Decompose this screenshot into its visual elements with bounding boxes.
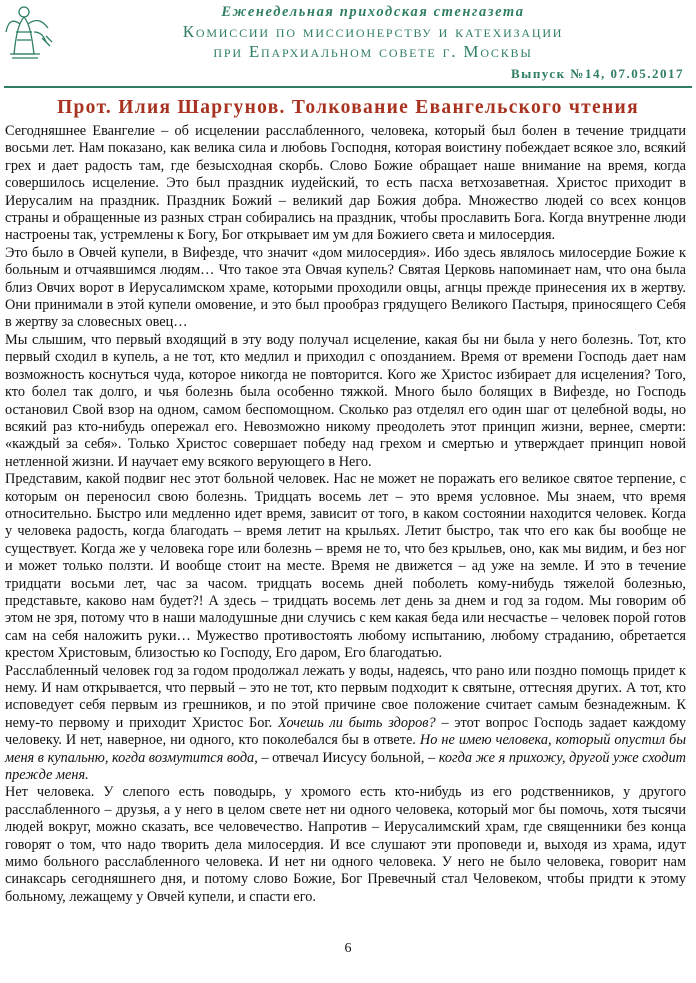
article-paragraph: Сегодняшнее Евангелие – об исцелении расслабленного, человека, который был болен в течение тридцати восьми лет. Нам показано, как велика сила и любовь Господня, которая воистину побеждает всякое зло, всякий грех и дает радость там, где безысходная скорбь. Слово Божие обращает наше внимание на время, когда совершилось исцеление. Это был праздник иудейский, то есть пасха ветхозаветная. Христос приходит в Иерусалим на праздник. Праздник Божий – великий дар Божия добра. Множество людей со всех концов страны и обращенные из разных стран собирались на праздник, чтобы прославить Бога. Когда внутренне люди настроены так, устремлены к Богу, Бог открывает им ум для Божиего света и милосердия. [5, 123, 686, 244]
gospel-quote: Хочешь ли быть здоров? [278, 714, 436, 731]
paragraph-text: – этот вопрос Господь задает каждому человеку. И нет, наверное, ни одного, кто поколебался бы в ответе. [5, 714, 687, 749]
article-paragraph: Нет человека. У слепого есть поводырь, у хромого есть кто-нибудь из его родственников, у другого расслабленного – друзья, а у него в целом свете нет ни одного человека, который мог бы помочь, хотя тысячи людей вокруг, можно сказать, все человечество. Напротив – Иерусалимский храм, где священники без конца говорят о том, что надо творить дела милосердия. И все слушают эти проповеди и, выходя из храма, идут мимо больного расслабленного человека. И нет ни одного человека. У него не было человека, говорит нам синаксарь сегодняшнего дня, и потому слово Божие, Бог Превечный стал Человеком, чтобы придти к этому больному, лежащему у Овчей купели, и спасти его. [5, 784, 686, 905]
article-body [5, 123, 686, 906]
issue-number-date: Выпуск №14, 07.05.2017 [511, 66, 684, 81]
paragraph-text: Расслабленный человек год за годом продолжал лежать у воды, надеясь, что рано или поздно помощь придет к нему. И нам открывается, что первый – это не тот, кто первым подходит к святыне, оттесняя других. А тот, кто исповедует себя первым из грешников, и по этой причине свое положение считает самым безнадежным. К нему-то первому и приходит Христос Бог. [5, 662, 686, 731]
header-commission: Комиссии по миссионерству и катехизации [182, 22, 564, 41]
newspaper-header [0, 0, 696, 92]
angel-figure-icon [4, 2, 56, 62]
article-paragraph [5, 663, 686, 785]
article-title: Прот. Илия Шаргунов. Толкование Евангельского чтения [57, 97, 639, 118]
header-subtitle: Еженедельная приходская стенгазета [221, 4, 525, 20]
paragraph-text: – отвечал Иисусу больной, [257, 749, 428, 766]
page-number: 6 [344, 941, 352, 956]
gospel-quote: Но не имею человека, который опустил бы меня в купальню, когда возмутится вода, [5, 732, 687, 766]
article-paragraph: Мы слышим, что первый входящий в эту воду получал исцеление, какая бы ни была у него болезнь. Тот, кто первый сходил в купель, а не тот, кто медлил и приходил с опозданием. Время от времени Господь дает нам возможность коснуться чуда, которое никогда не повторится. Кого же Христос избирает для исцеления? Того, кто болел так долго, и чья болезнь была особенно тяжкой. Много было болящих в Вифезде, но Господь остановил Свой взор на одном, самом беспомощном. Сколько раз отделял его один шаг от целебной воды, но всякий раз кто-нибудь опережал его. Невозможно никому преодолеть этот принцип жизни, вернее, смерти: «каждый за себя». Только Христос совершает победу над грехом и смертью и утверждает принцип новой нетленной жизни. И научает ему всякого верующего в Него. [5, 331, 686, 470]
article-paragraph: Это было в Овчей купели, в Вифезде, что значит «дом милосердия». Ибо здесь являлось милосердие Божие к больным и отчаявшимся людям… Что такое эта Овчая купель? Святая Церковь напоминает нам, что она была близ Овчих ворот в Иерусалимском храме, которыми проходили овцы, агнцы прежде принесения их в жертву. Они принимали в этой купели омовение, и это был прообраз грядущего Великого Пастыря, приносящего Себя в жертву за словесных овец… [5, 244, 686, 331]
header-council: при Епархиальном совете г. Москвы [213, 42, 533, 61]
article-paragraph: Представим, какой подвиг нес этот больной человек. Нас не может не поражать его великое святое терпение, с которым он переносил свою болезнь. Тридцать восемь лет – это время условное. Мы знаем, что время относительно. Быстро или медленно идет время, зависит от того, в каком состоянии находится человек. Когда у человека радость, когда благодать – время летит на крыльях. Летит быстро, так что его как бы вообще не существует. Когда же у человека горе или болезнь – время не то, что без крыльев, оно, как мы видим, и без ног и может только ползти. И вообще стоит на месте. Время не движется – ад уже на земле. И это в течение тридцати восьми лет, час за часом. тридцать восемь дней поболеть кому-нибудь тяжелой болезнью, представьте, каково нам будет?! А здесь – тридцать восемь лет день за днем и год за годом. Мы говорим об этом не зря, потому что в наши малодушные дни случись с кем какая беда или несчастье – человек порой готов сам на себя наложить руки… Мужество противостоять любому испытанию, любому страданию, обретается крестом Христовым, близостью ко Господу, Его даром, Его благодатью. [5, 471, 686, 662]
header-divider [4, 86, 692, 88]
gospel-quote: – когда же я прихожу, другой уже сходит прежде меня. [5, 749, 686, 784]
